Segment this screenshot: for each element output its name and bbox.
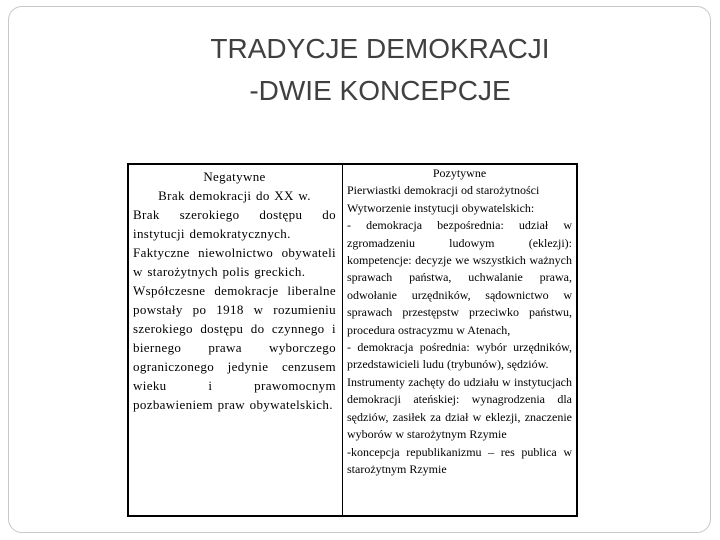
negative-item: Współczesne demokracje liberalne powstały po 1918 w rozumieniu szerokiego dostępu do czynnego i biernego prawa wyborczego ograniczonego jedynie cenzusem wieku i prawomocnym pozbawieniem praw obywatelskich. [133,283,336,412]
slide-title-line-2: -DWIE KONCEPCJE [249,75,511,106]
slide-title [0,28,720,112]
comparison-table [127,163,578,517]
positive-item: Wytworzenie instytucji obywatelskich: [347,200,535,215]
positive-item: - demokracja bezpośrednia: udział w zgromadzeniu ludowym (eklezji): kompetencje: decyzje we wszystkich ważnych sprawach państwa, uchwalanie prawa, odwołanie urzędników, sądownictwo w sprawach przestępstw przeciwko państwu, procedura ostracyzmu w Atenach, [347,218,572,337]
positive-item: -koncepcja republikanizmu – res publica w starożytnym Rzymie [347,444,572,476]
positive-item: Pierwiastki demokracji od starożytności [347,183,540,198]
positive-item: Instrumenty zachęty do udziału w instytucjach demokracji ateńskiej: wynagrodzenia dla sędziów, zasiłek za dział w eklezji, znaczenie wyborów w starożytnym Rzymie [347,374,572,442]
negative-column [129,165,342,515]
slide-title-line-1: TRADYCJE DEMOKRACJI [210,33,550,64]
negative-item: Brak szerokiego dostępu do instytucji demokratycznych. [133,207,336,241]
negative-column-header: Negatywne [203,169,266,184]
negative-item: Faktyczne niewolnictwo obywateli w starożytnych polis greckich. [133,245,336,279]
positive-column [342,165,576,515]
positive-column-header: Pozytywne [432,166,487,180]
negative-item: Brak demokracji do XX w. [158,188,311,203]
positive-item: - demokracja pośrednia: wybór urzędników, przedstawicieli ludu (trybunów), sędziów. [347,340,572,372]
